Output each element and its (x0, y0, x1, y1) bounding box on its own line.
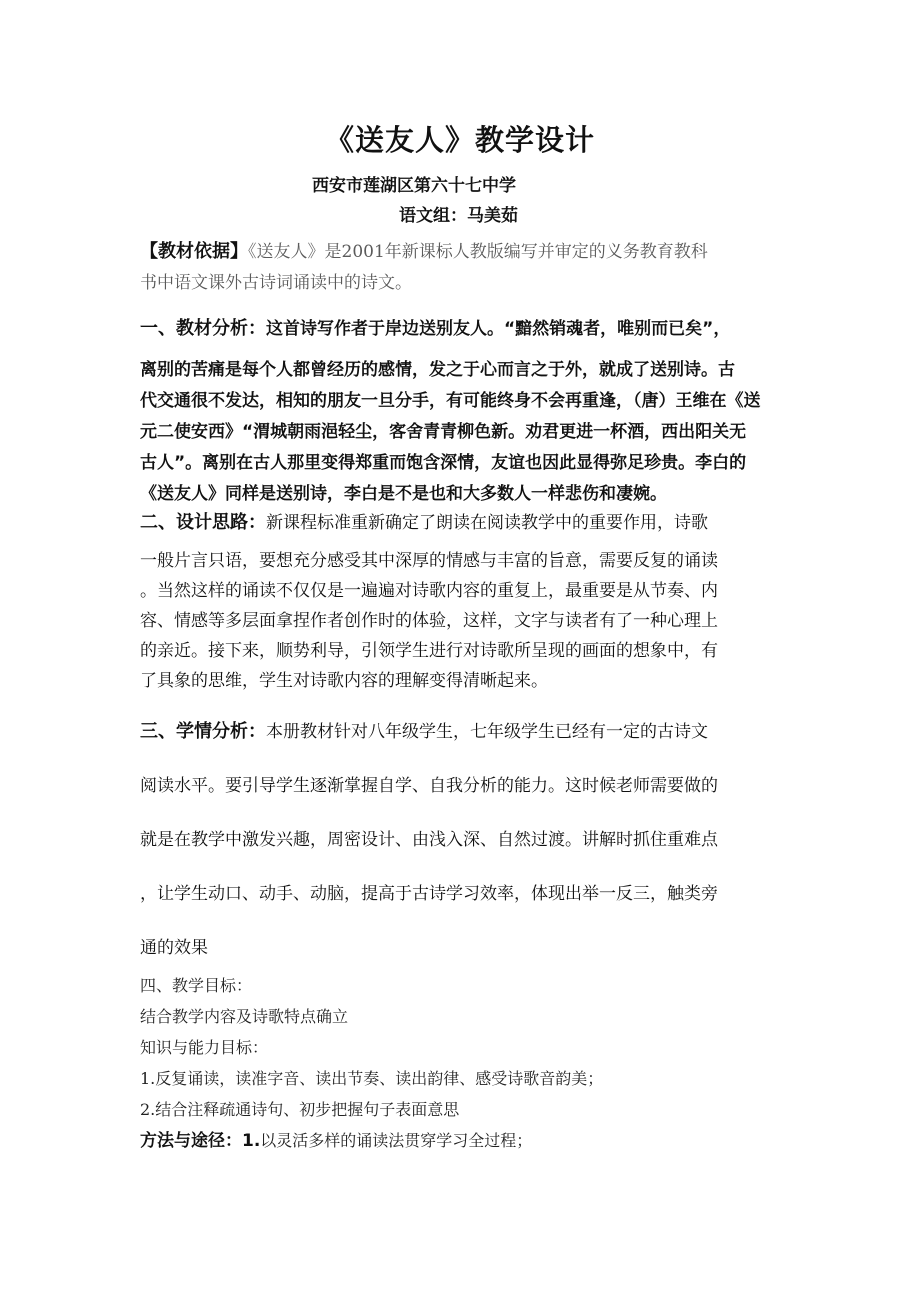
section-students (140, 705, 780, 975)
section-design-line: 。当然这样的诵读不仅仅是一遍遍对诗歌内容的重复上，最重要是从节奏、内 (140, 581, 718, 601)
goal-item: 1.反复诵读，读准字音、读出节奏、读出韵律、感受诗歌音韵美； (140, 1069, 604, 1088)
method-text: 以灵活多样的诵读法贯穿学习全过程； (260, 1131, 533, 1150)
teacher-group: 语文组：马美茹 (399, 206, 518, 226)
document-title: 《送友人》教学设计 (324, 123, 595, 157)
section-design (140, 508, 780, 696)
section-analysis-first-line: 这首诗写作者于岸边送别友人。“黯然销魂者，唯别而已矣”， (266, 319, 731, 339)
section-analysis-line: 离别的苦痛是每个人都曾经历的感情，发之于心而言之于外，就成了送别诗。古 (140, 360, 735, 380)
section-design-line: 一般片言只语，要想充分感受其中深厚的情感与丰富的旨意，需要反复的诵读 (140, 551, 718, 571)
section-basis-line: 书中语文课外古诗词诵读中的诗文。 (140, 273, 412, 293)
section-students-line: ，让学生动口、动手、动脑，提高于古诗学习效率，体现出举一反三，触类旁 (140, 884, 718, 904)
section-students-first-line: 本册教材针对八年级学生，七年级学生已经有一定的古诗文 (266, 722, 708, 742)
section-basis-line: 《送友人》是2001年新课标人教版编写并审定的义务教育教科 (248, 242, 708, 262)
section-analysis-line: 《送友人》同样是送别诗，李白是不是也和大多数人一样悲伤和凄婉。 (140, 484, 667, 504)
section-design-line: 了具象的思维，学生对诗歌内容的理解变得清晰起来。 (140, 671, 548, 691)
section-design-heading: 二、设计思路： (140, 512, 266, 533)
section-goals (140, 970, 780, 1157)
section-students-line: 通的效果 (140, 938, 208, 958)
goal-item: 2.结合注释疏通诗句、初步把握句子表面意思 (140, 1100, 460, 1119)
knowledge-goals-label: 知识与能力目标： (140, 1038, 269, 1057)
section-goals-heading: 四、教学目标： (140, 976, 253, 995)
section-analysis-line: 古人”。离别在古人那里变得郑重而饱含深情，友谊也因此显得弥足珍贵。李白的 (140, 453, 747, 473)
section-students-heading: 三、学情分析： (140, 721, 266, 742)
section-analysis (140, 313, 780, 510)
section-students-line: 就是在教学中激发兴趣，周密设计、由浅入深、自然过渡。讲解时抓住重难点 (140, 830, 718, 850)
school-name: 西安市莲湖区第六十七中学 (312, 176, 516, 196)
section-design-line: 的亲近。接下来，顺势利导，引领学生进行对诗歌所呈现的画面的想象中，有 (140, 641, 718, 661)
section-analysis-line: 代交通很不发达，相知的朋友一旦分手，有可能终身不会再重逢，（唐）王维在《送 (140, 391, 761, 411)
section-design-first-line: 新课程标准重新确定了朗读在阅读教学中的重要作用，诗歌 (266, 513, 708, 533)
section-analysis-heading: 一、教材分析： (140, 318, 266, 339)
section-basis (140, 236, 780, 299)
section-design-line: 容、情感等多层面拿捏作者创作时的体验，这样，文字与读者有了一种心理上 (140, 611, 718, 631)
method-label: 方法与途径： (140, 1131, 242, 1151)
method-number: 1. (242, 1131, 261, 1151)
section-basis-heading: 【教材依据】 (140, 241, 248, 262)
section-goals-basis: 结合教学内容及诗歌特点确立 (140, 1007, 349, 1026)
section-students-line: 阅读水平。要引导学生逐渐掌握自学、自我分析的能力。这时候老师需要做的 (140, 776, 718, 796)
section-analysis-line: 元二使安西》“渭城朝雨浥轻尘，客舍青青柳色新。劝君更进一杯酒，西出阳关无 (140, 422, 747, 442)
